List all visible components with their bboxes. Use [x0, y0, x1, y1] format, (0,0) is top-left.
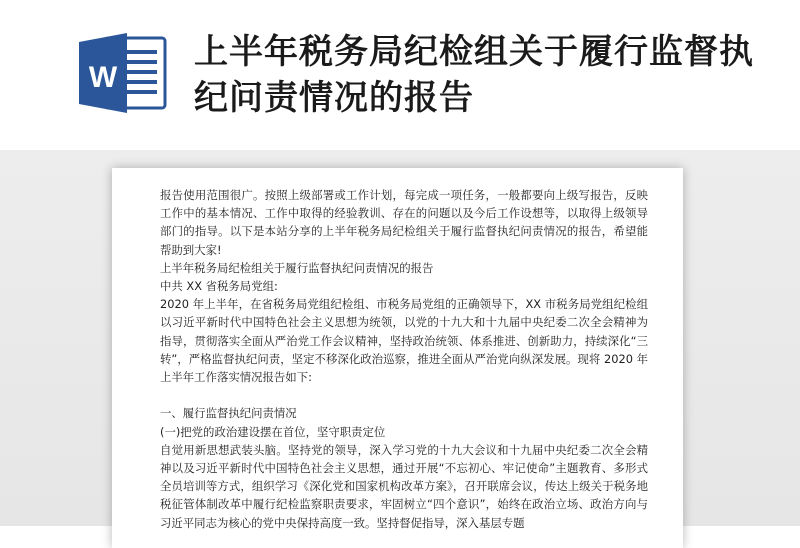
- section-heading-1: 一、履行监督执纪问责情况: [160, 406, 297, 421]
- body-paragraph-1: 2020 年上半年，在省税务局党组纪检组、市税务局党组的正确领导下，XX 市税务局党组纪检组以习近平新时代中国特色社会主义思想为统领，以党的十九大和十九届中央纪委二次全会精神为指导，贯彻落实全面从严治党工作会议精神，坚持政治统领、体系推进、创新助力，持续深化“三转”，严格监督执纪问责，坚定不移深化政治巡察，推进全面从严治党向纵深发展。现将 2020 年上半年工作落实情况报告如下:: [160, 297, 648, 385]
- intro-paragraph: 报告使用范围很广。按照上级部署或工作计划，每完成一项任务，一般都要向上级写报告，反映工作中的基本情况、工作中取得的经验教训、存在的问题以及今后工作设想等，以取得上级领导部门的指导。以下是本站分享的上半年税务局纪检组关于履行监督执纪问责情况的报告，希望能帮助到大家!: [160, 188, 648, 257]
- addressee: 中共 XX 省税务局党组:: [160, 279, 278, 294]
- report-title: 上半年税务局纪检组关于履行监督执纪问责情况的报告: [160, 260, 434, 275]
- word-document-icon: [77, 32, 169, 114]
- document-page: [112, 168, 683, 548]
- blank-line: [160, 386, 648, 404]
- document-body: [160, 186, 648, 532]
- document-title: 上半年税务局纪检组关于履行监督执纪问责情况的报告: [194, 32, 754, 118]
- body-paragraph-2: 自觉用新思想武装头脑。坚持党的领导，深入学习党的十九大会议和十九届中央纪委二次全会精神以及习近平新时代中国特色社会主义思想，通过开展“不忘初心、牢记使命”主题教育、多形式全员培训等方式，组织学习《深化党和国家机构改革方案》，召开联席会议，传达上级关于税务地税征管体制改革中履行纪检监察职责要求，牢固树立“四个意识”，始终在政治立场、政治方向与习近平同志为核心的党中央保持高度一致。坚持督促指导，深入基层专题: [160, 442, 648, 530]
- subsection-heading-1: (一)把党的政治建设摆在首位，坚守职责定位: [160, 424, 386, 439]
- header: [0, 0, 800, 150]
- svg-text:W: W: [88, 61, 118, 94]
